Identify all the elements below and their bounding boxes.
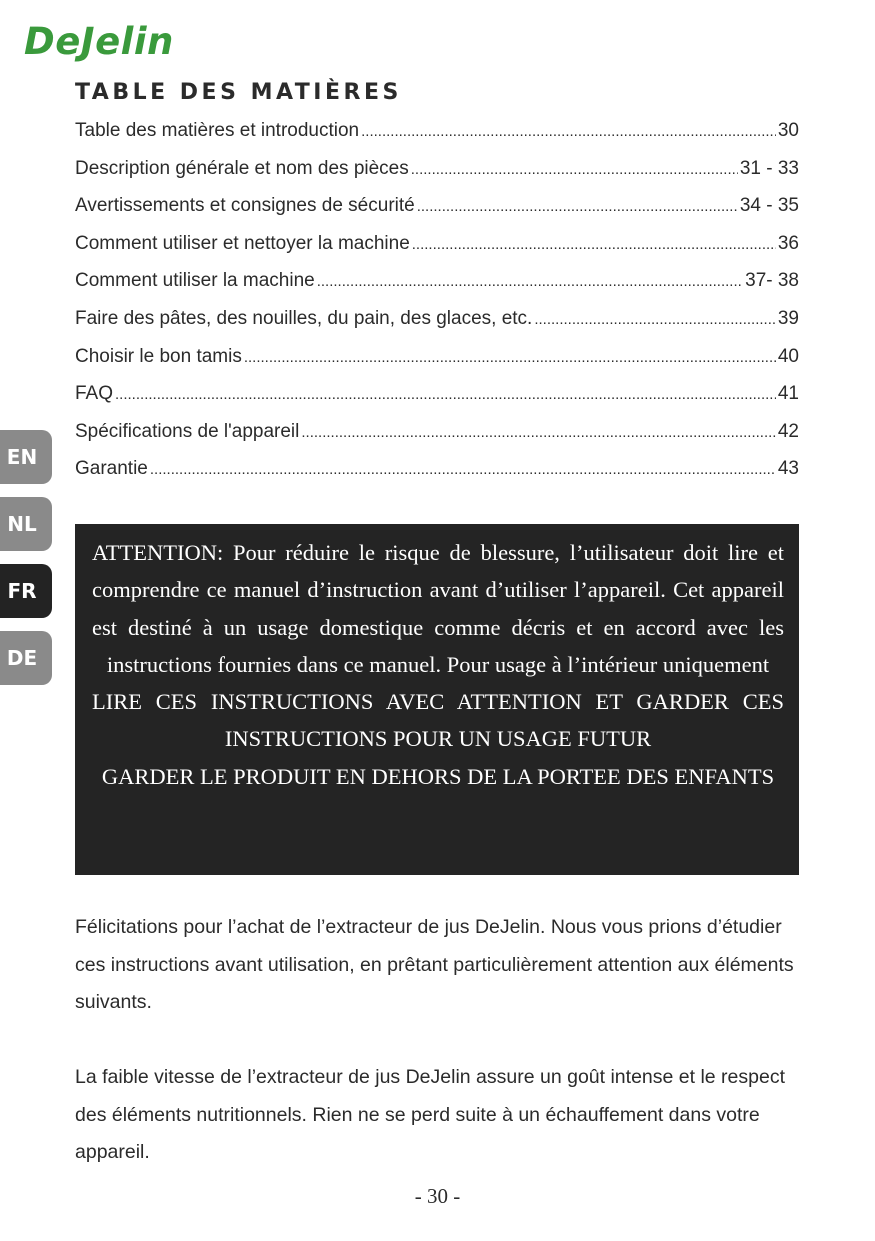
warning-read-instructions: LIRE CES INSTRUCTIONS AVEC ATTENTION ET GARDER CES INSTRUCTIONS POUR UN USAGE FUTUR <box>92 689 784 752</box>
toc-entry <box>75 262 799 300</box>
toc-leader-dots <box>115 376 776 414</box>
speed-paragraph: La faible vitesse de l’extracteur de jus DeJelin assure un goût intense et le respect des éléments nutritionnels. Rien ne se perd suite à un échauffement dans votre appareil. <box>75 1066 785 1163</box>
toc-leader-dots <box>301 414 775 452</box>
toc-leader-dots <box>244 339 776 377</box>
toc-entry <box>75 187 799 225</box>
toc-entry-label: Avertissements et consignes de sécurité <box>75 195 415 217</box>
toc-title: TABLE DES MATIÈRES <box>75 80 402 105</box>
language-tab-nl[interactable]: NL <box>0 497 52 551</box>
toc-leader-dots <box>361 113 776 151</box>
toc-entry-label: Faire des pâtes, des nouilles, du pain, des glaces, etc. <box>75 307 533 329</box>
toc-entry-label: Description générale et nom des pièces <box>75 157 409 179</box>
toc-entry-page: 30 <box>777 120 799 141</box>
language-tab-en[interactable]: EN <box>0 430 52 484</box>
toc-entry-label: Table des matières et introduction <box>75 120 360 141</box>
language-tab-fr[interactable]: FR <box>0 564 52 618</box>
toc-leader-dots <box>417 188 738 226</box>
toc-entry-page: 43 <box>777 458 799 480</box>
toc-entry-page: 31 - 33 <box>739 157 799 179</box>
toc-entry <box>75 112 799 150</box>
toc-leader-dots <box>412 226 776 264</box>
toc-entry-page: 42 <box>777 420 799 442</box>
toc-entry <box>75 338 799 376</box>
toc-entry-page: 34 - 35 <box>739 195 799 217</box>
toc-entry-page: 37- 38 <box>745 270 799 292</box>
intro-paragraph: Félicitations pour l’achat de l’extracteur de jus DeJelin. Nous vous prions d’étudier ces instructions avant utilisation, en prêtant particulièrement attention aux éléments suivants. <box>75 916 794 1013</box>
toc-entry-label: Garantie <box>75 458 148 480</box>
toc-entry-label: Choisir le bon tamis <box>75 345 242 367</box>
toc-leader-dots <box>534 301 776 339</box>
toc-entry-label: FAQ <box>75 383 114 405</box>
toc-leader-dots <box>411 151 738 189</box>
toc-leader-dots <box>317 263 743 301</box>
toc-entry <box>75 225 799 263</box>
brand-logo: DeJelin <box>24 20 174 63</box>
toc-entry <box>75 375 799 413</box>
toc-entry-page: 40 <box>777 345 799 367</box>
toc-entry-page: 41 <box>777 383 799 405</box>
toc-entry-label: Spécifications de l'appareil <box>75 420 300 442</box>
toc-entry <box>75 450 799 488</box>
warning-keep-away-children: GARDER LE PRODUIT EN DEHORS DE LA PORTEE DES ENFANTS <box>101 763 775 789</box>
toc-leader-dots <box>150 451 776 489</box>
toc-entry-page: 36 <box>777 232 799 254</box>
toc-entry-page: 39 <box>777 307 799 329</box>
toc-entry <box>75 300 799 338</box>
page-number: - 30 - <box>414 1184 461 1208</box>
toc-entry <box>75 413 799 451</box>
toc-entry-label: Comment utiliser la machine <box>75 270 315 292</box>
language-tab-de[interactable]: DE <box>0 631 52 685</box>
toc-entry <box>75 150 799 188</box>
warning-body: ATTENTION: Pour réduire le risque de blessure, l’utilisateur doit lire et comprendre ce manuel d’instruction avant d’utiliser l’appareil. Cet appareil est destiné à un usage domestique comme décris et en accord avec les instructions fournies dans ce manuel. Pour usage à l’intérieur uniquement <box>92 540 784 677</box>
toc-entry-label: Comment utiliser et nettoyer la machine <box>75 232 410 254</box>
table-of-contents <box>75 112 799 488</box>
warning-box <box>75 524 799 875</box>
